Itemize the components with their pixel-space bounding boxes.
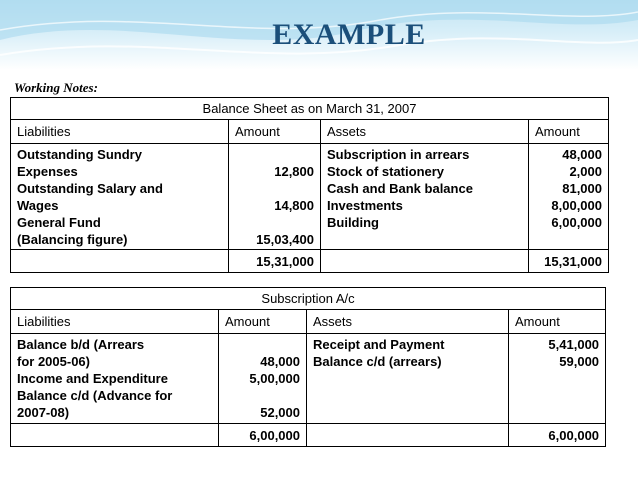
- list-item: 59,000: [559, 354, 600, 369]
- balance-sheet-table: [10, 97, 609, 273]
- list-item: (Balancing figure): [17, 232, 128, 247]
- list-item: [235, 180, 314, 197]
- slide-title: EXAMPLE: [272, 18, 426, 51]
- list-item: Outstanding Salary and: [17, 181, 163, 196]
- header-amount: Amount: [229, 120, 321, 144]
- total-assets: 6,00,000: [509, 424, 606, 447]
- list-item: 6,00,000: [551, 215, 602, 230]
- list-item: Outstanding Sundry: [17, 147, 142, 162]
- list-item: [225, 336, 300, 353]
- asset-amounts-cell: [529, 144, 609, 250]
- list-item: Balance b/d (Arrears: [17, 337, 145, 352]
- total-liabilities: 6,00,000: [219, 424, 307, 447]
- list-item: for 2005-06): [17, 354, 90, 369]
- list-item: Subscription in arrears: [327, 147, 470, 162]
- liabilities-cell: [11, 334, 219, 424]
- list-item: Balance c/d (Advance for: [17, 388, 173, 403]
- list-item: [235, 214, 314, 231]
- assets-cell: [307, 334, 509, 424]
- subscription-caption: Subscription A/c: [11, 288, 606, 310]
- list-item: 15,03,400: [256, 232, 314, 247]
- list-item: [225, 387, 300, 404]
- list-item: 14,800: [274, 198, 314, 213]
- header-amount: Amount: [529, 120, 609, 144]
- list-item: Wages: [17, 198, 59, 213]
- total-spacer: [321, 250, 529, 273]
- total-liabilities: 15,31,000: [229, 250, 321, 273]
- asset-amounts-cell: [509, 334, 606, 424]
- header-assets: Assets: [307, 310, 509, 334]
- list-item: 8,00,000: [551, 198, 602, 213]
- list-item: 2007-08): [17, 405, 70, 420]
- list-item: Balance c/d (arrears): [313, 354, 442, 369]
- list-item: 12,800: [274, 164, 314, 179]
- list-item: 5,00,000: [249, 371, 300, 386]
- list-item: Cash and Bank balance: [327, 181, 473, 196]
- assets-cell: [321, 144, 529, 250]
- header-amount: Amount: [219, 310, 307, 334]
- liability-amounts-cell: [229, 144, 321, 250]
- header-amount: Amount: [509, 310, 606, 334]
- total-spacer: [307, 424, 509, 447]
- list-item: Receipt and Payment: [313, 337, 445, 352]
- working-notes-label: Working Notes:: [14, 80, 98, 95]
- liability-amounts-cell: [219, 334, 307, 424]
- total-spacer: [11, 424, 219, 447]
- list-item: 2,000: [569, 164, 602, 179]
- list-item: Building: [327, 215, 379, 230]
- list-item: 5,41,000: [548, 337, 600, 352]
- header-liabilities: Liabilities: [11, 310, 219, 334]
- list-item: Investments: [327, 198, 403, 213]
- list-item: 48,000: [562, 147, 602, 162]
- liabilities-cell: [11, 144, 229, 250]
- list-item: Income and Expenditure: [17, 371, 168, 386]
- list-item: 81,000: [562, 181, 602, 196]
- subscription-account-table: [10, 287, 606, 447]
- list-item: General Fund: [17, 215, 101, 230]
- list-item: Expenses: [17, 164, 78, 179]
- header-assets: Assets: [321, 120, 529, 144]
- list-item: 48,000: [260, 354, 300, 369]
- header-liabilities: Liabilities: [11, 120, 229, 144]
- balance-sheet-caption: Balance Sheet as on March 31, 2007: [11, 98, 609, 120]
- total-assets: 15,31,000: [529, 250, 609, 273]
- total-spacer: [11, 250, 229, 273]
- list-item: Stock of stationery: [327, 164, 445, 179]
- list-item: [235, 146, 314, 163]
- list-item: 52,000: [260, 405, 300, 420]
